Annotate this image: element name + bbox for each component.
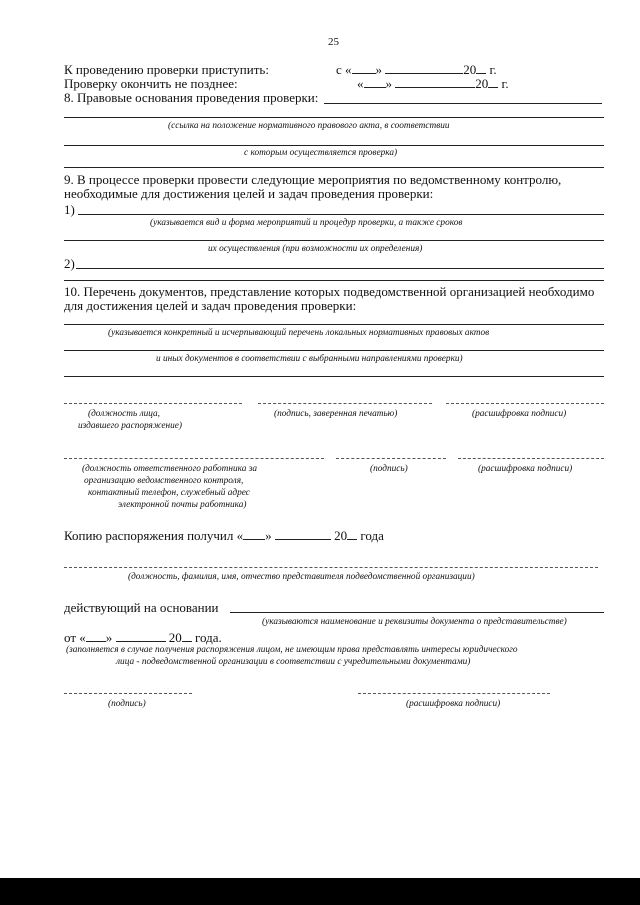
section10-hint-2: и иных документов в соответствии с выбранными направлениями проверки) bbox=[156, 354, 463, 364]
section9-item-2-input[interactable] bbox=[76, 268, 604, 269]
sig2-position-hint-1: (должность ответственного работника за bbox=[82, 464, 258, 474]
start-label: К проведению проверки приступить: bbox=[64, 62, 269, 77]
scan-bottom-band bbox=[0, 878, 640, 905]
section10-input-line-1[interactable] bbox=[64, 324, 604, 325]
section9-hint-2: их осуществления (при возможности их определения) bbox=[208, 244, 423, 254]
end-date[interactable]: « » 20 г. bbox=[357, 76, 509, 91]
section10-line-2: для достижения целей и задач проведения проверки: bbox=[64, 298, 357, 313]
start-date[interactable]: с « » 20 г. bbox=[336, 62, 497, 77]
acting-basis-label: действующий на основании bbox=[64, 600, 219, 615]
sig1-position-hint-1: (должность лица, bbox=[88, 409, 161, 419]
section10-top-rule bbox=[64, 280, 604, 281]
final-transcript-line[interactable] bbox=[358, 693, 550, 694]
section10-input-line-2[interactable] bbox=[64, 350, 604, 351]
representative-input-line[interactable] bbox=[64, 567, 598, 568]
representative-hint: (должность, фамилия, имя, отчество представителя подведомственной организации) bbox=[128, 572, 475, 582]
sig2-signature-line[interactable] bbox=[336, 458, 446, 459]
final-signature-line[interactable] bbox=[64, 693, 192, 694]
final-transcript-hint: (расшифровка подписи) bbox=[406, 699, 501, 709]
acting-basis-note-1: (заполняется в случае получения распоряжения лицом, не имеющим права представлять интересы юридического bbox=[66, 645, 518, 655]
acting-basis-note-2: лица - подведомственной организации в соответствии с учредительными документами) bbox=[116, 657, 471, 667]
section8-input-line-3[interactable] bbox=[64, 145, 604, 146]
section8-input-line-1[interactable] bbox=[324, 103, 602, 104]
sig2-signature-hint: (подпись) bbox=[370, 464, 408, 474]
sig1-transcript-hint: (расшифровка подписи) bbox=[472, 409, 567, 419]
section9-item-1: 1) bbox=[64, 202, 75, 217]
section9-line-2: необходимые для достижения целей и задач проведения проверки: bbox=[64, 186, 434, 201]
section10-line-1: 10. Перечень документов, представление которых подведомственной организацией необходимо bbox=[64, 284, 595, 299]
final-signature-hint: (подпись) bbox=[108, 699, 146, 709]
sig2-position-hint-3: контактный телефон, служебный адрес bbox=[88, 488, 250, 498]
acting-basis-date[interactable]: от « » 20 года. bbox=[64, 630, 222, 645]
sig2-position-hint-4: электронной почты работника) bbox=[118, 500, 247, 510]
sig1-signature-line[interactable] bbox=[258, 403, 432, 404]
page-number: 25 bbox=[328, 36, 339, 48]
section9-item-2: 2) bbox=[64, 256, 75, 271]
section8-hint-1: (ссылка на положение нормативного правового акта, в соответствии bbox=[168, 121, 450, 131]
sig2-position-line[interactable] bbox=[64, 458, 324, 459]
acting-basis-hint: (указываются наименование и реквизиты документа о представительстве) bbox=[262, 617, 567, 627]
section8-label: 8. Правовые основания проведения проверки: bbox=[64, 90, 319, 105]
copy-received[interactable]: Копию распоряжения получил « » 20 года bbox=[64, 528, 384, 543]
section9-top-rule bbox=[64, 167, 604, 168]
section8-input-line-2[interactable] bbox=[64, 117, 604, 118]
section10-input-line-3[interactable] bbox=[64, 376, 604, 377]
section9-hint-1: (указывается вид и форма мероприятий и процедур проверки, а также сроков bbox=[150, 218, 463, 228]
section10-hint-1: (указывается конкретный и исчерпывающий перечень локальных нормативных правовых актов bbox=[108, 328, 490, 338]
sig1-transcript-line[interactable] bbox=[446, 403, 604, 404]
acting-basis-input[interactable] bbox=[230, 612, 604, 613]
section9-input-line-2[interactable] bbox=[64, 240, 604, 241]
section9-line-1: 9. В процессе проверки провести следующие мероприятия по ведомственному контролю, bbox=[64, 172, 562, 187]
sig2-transcript-line[interactable] bbox=[458, 458, 604, 459]
sig2-transcript-hint: (расшифровка подписи) bbox=[478, 464, 573, 474]
sig1-position-line[interactable] bbox=[64, 403, 242, 404]
sig1-position-hint-2: издавшего распоряжение) bbox=[78, 421, 182, 431]
section9-item-1-input[interactable] bbox=[78, 214, 604, 215]
sig1-signature-hint: (подпись, заверенная печатью) bbox=[274, 409, 398, 419]
sig2-position-hint-2: организацию ведомственного контроля, bbox=[84, 476, 244, 486]
end-label: Проверку окончить не позднее: bbox=[64, 76, 238, 91]
section8-hint-2: с которым осуществляется проверка) bbox=[244, 148, 398, 158]
